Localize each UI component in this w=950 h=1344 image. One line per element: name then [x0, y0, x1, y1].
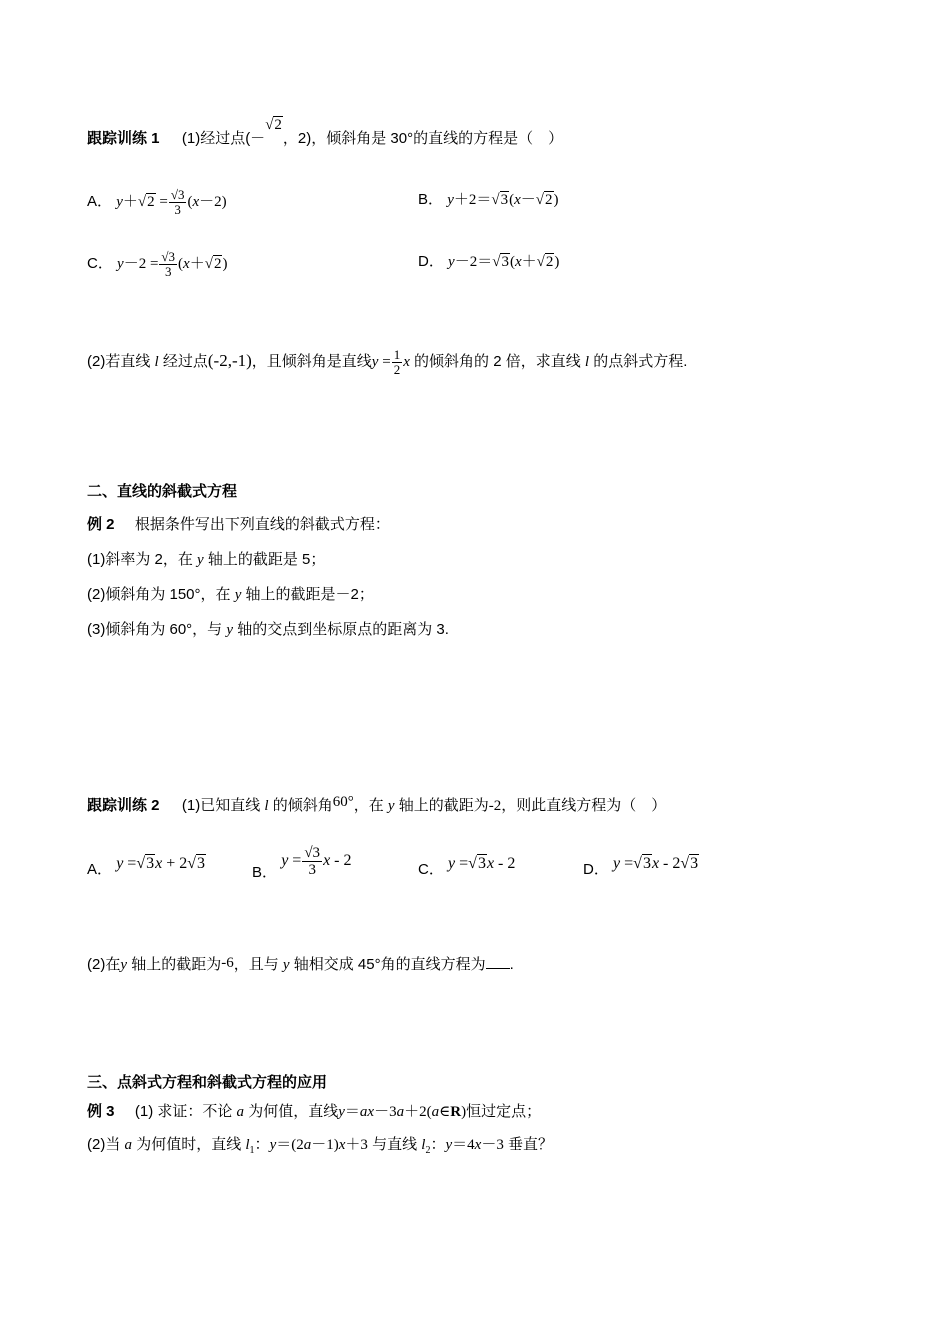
practice2-question2: (2)在y 轴上的截距为-6，且与 y 轴相交成 45°角的直线方程为 . [87, 955, 514, 973]
practice2-question1: 跟踪训练 2 (1)已知直线 l 的倾斜角60°，在 y 轴上的截距为-2，则此直线方程为（ ） [87, 794, 667, 814]
section2-title: 二、直线的斜截式方程 [87, 483, 238, 500]
practice1-question2: (2)若直线 l 经过点(-2,-1)，且倾斜角是直线y = $\frac{1}{2}$ x 的倾斜角的 2 倍，求直线 l 的点斜式方程. [87, 347, 688, 377]
practice1-option-d[interactable]: D． y－2＝√3(x＋√2) [418, 253, 560, 270]
practice1-label: 跟踪训练 1 [87, 130, 160, 147]
practice2-option-a[interactable]: A． y =√3x + 2√3 [87, 855, 206, 878]
practice1-question1 [87, 117, 564, 150]
example3-question1: 例 3 (1) 求证：不论 a 为何值，直线y＝ax－3a＋2(a∈R)恒过定点； [87, 1103, 542, 1120]
point-coordinates: (-2,-1) [207, 350, 252, 370]
example2-item2: (2)倾斜角为 150°，在 y 轴上的截距是－2； [87, 586, 374, 603]
example2-item3: (3)倾斜角为 60°，与 y 轴的交点到坐标原点的距离为 3. [87, 621, 449, 638]
example2: 例 2 根据条件写出下列直线的斜截式方程： [87, 516, 390, 533]
practice1-option-a[interactable]: A． y＋√2 = $\frac{√3}{3}$ (x－2) [87, 187, 227, 217]
section3-title: 三、点斜式方程和斜截式方程的应用 [87, 1074, 328, 1091]
answer-blank[interactable] [486, 968, 510, 969]
example3-question2: (2)当 a 为何值时，直线 $l_1$：y＝(2a－1)x＋3 与直线 $l_2$：y＝4x－3 垂直？ [87, 1136, 554, 1156]
practice1-q1-post: ，2)，倾斜角是 30°的直线的方程是（ ） [282, 130, 564, 147]
practice1-q1-pre: (1)经过点(－ [181, 130, 266, 147]
sqrt2-expression: √2 [265, 117, 282, 133]
example2-item1: (1)斜率为 2，在 y 轴上的截距是 5； [87, 551, 326, 568]
practice2-option-c[interactable]: C． y =√3x - 2 [418, 855, 516, 878]
practice1-option-b[interactable]: B． y＋2＝√3(x－√2) [418, 191, 559, 208]
practice1-option-c[interactable]: C． y－2 = $\frac{√3}{3}$ (x＋√2) [87, 249, 228, 279]
practice2-option-b[interactable]: B． y = $\frac{√3}{3}$ x - 2 [252, 845, 352, 882]
practice2-option-d[interactable]: D． y =√3x - 2√3 [583, 855, 699, 878]
